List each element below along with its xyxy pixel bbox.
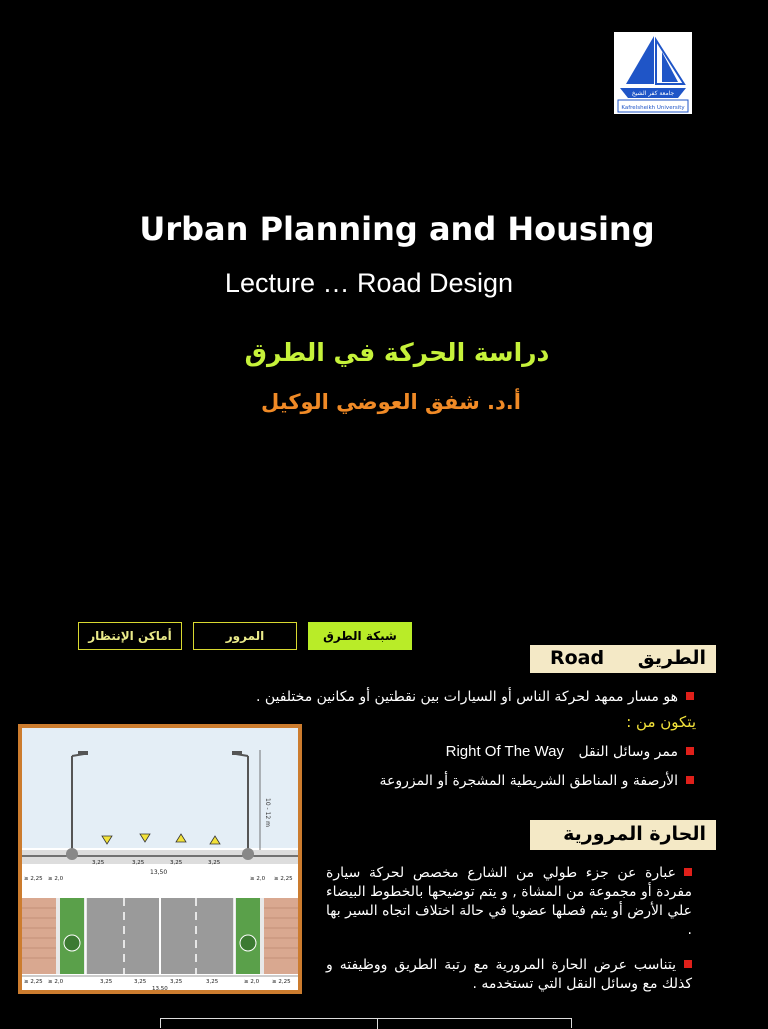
- nav-road-network-button[interactable]: شبكة الطرق: [308, 622, 412, 650]
- road-item-row: [294, 742, 694, 762]
- svg-text:Kafrelsheikh University: Kafrelsheikh University: [621, 105, 685, 111]
- svg-text:≥ 2,25: ≥ 2,25: [274, 876, 293, 882]
- svg-text:≥ 2,25: ≥ 2,25: [24, 876, 43, 882]
- road-cross-section-image: [18, 724, 302, 994]
- author-name: أ.د. شفق العوضي الوكيل: [261, 390, 521, 414]
- road-item-row: [274, 772, 694, 791]
- bottom-table-edge: [160, 1018, 572, 1028]
- road-definition-text: هو مسار ممهد لحركة الناس أو السيارات بين نقطتين أو مكانين مختلفين .: [255, 689, 678, 705]
- nav-traffic-button[interactable]: المرور: [193, 622, 297, 650]
- lane-paragraph-1: [326, 864, 692, 940]
- sailboat-logo-icon: [614, 32, 692, 114]
- traffic-lane-header-text: الحارة المرورية: [563, 823, 706, 845]
- svg-text:3,25: 3,25: [208, 860, 221, 866]
- svg-text:3,25: 3,25: [132, 860, 145, 866]
- nav-waiting-areas-button[interactable]: أماكن الإنتظار: [78, 622, 182, 650]
- page-title: Urban Planning and Housing: [139, 210, 655, 248]
- svg-text:≥ 2,0: ≥ 2,0: [250, 876, 266, 882]
- svg-text:10 - 12 m: 10 - 12 m: [264, 798, 271, 828]
- svg-text:≥ 2,25: ≥ 2,25: [272, 979, 291, 985]
- svg-text:جامعة كفر الشيخ: جامعة كفر الشيخ: [631, 90, 675, 97]
- lecture-subtitle: Lecture … Road Design: [224, 268, 514, 298]
- bullet-icon: [684, 960, 692, 968]
- svg-text:≥ 2,0: ≥ 2,0: [48, 876, 64, 882]
- svg-text:3,25: 3,25: [92, 860, 105, 866]
- road-item-english: Right Of The Way: [445, 743, 564, 760]
- traffic-lane-header: [530, 820, 716, 850]
- svg-text:3,25: 3,25: [170, 860, 183, 866]
- lane-paragraph-2: [326, 956, 692, 994]
- bullet-icon: [686, 692, 694, 700]
- svg-text:≥ 2,0: ≥ 2,0: [48, 979, 64, 985]
- road-header-arabic: الطريق: [637, 647, 706, 669]
- arabic-title: دراسة الحركة في الطرق: [244, 338, 550, 367]
- svg-text:3,25: 3,25: [100, 979, 113, 985]
- road-section-header: [530, 645, 716, 673]
- road-item-arabic: الأرصفة و المناطق الشريطية المشجرة أو المزروعة: [379, 773, 678, 789]
- svg-text:≥ 2,0: ≥ 2,0: [244, 979, 260, 985]
- svg-text:13,50: 13,50: [150, 869, 168, 876]
- consists-of-label: يتكون من :: [626, 713, 696, 731]
- svg-text:3,25: 3,25: [134, 979, 147, 985]
- table-divider: [377, 1019, 378, 1029]
- road-definition: [54, 688, 694, 707]
- svg-text:≥ 2,25: ≥ 2,25: [24, 979, 43, 985]
- lane-paragraph-1-text: عبارة عن جزء طولي من الشارع مخصص لحركة سيارة مفردة أو مجموعة من المشاة , و يتم توضيحها بالخطوط البيضاء علي الأرض أو يتم فصلها عضويا في حالة اختلاف اتجاه السير بها .: [326, 865, 692, 938]
- bullet-icon: [686, 747, 694, 755]
- bullet-icon: [684, 868, 692, 876]
- road-item-arabic: ممر وسائل النقل: [578, 744, 678, 760]
- lane-paragraph-2-text: يتناسب عرض الحارة المرورية مع رتبة الطريق ووظيفته و كذلك مع وسائل النقل التي تستخدمه .: [326, 957, 692, 992]
- svg-text:13,50: 13,50: [152, 986, 168, 990]
- svg-text:3,25: 3,25: [170, 979, 183, 985]
- university-logo: [614, 32, 692, 114]
- road-header-english: Road: [550, 647, 605, 669]
- bullet-icon: [686, 776, 694, 784]
- svg-text:3,25: 3,25: [206, 979, 219, 985]
